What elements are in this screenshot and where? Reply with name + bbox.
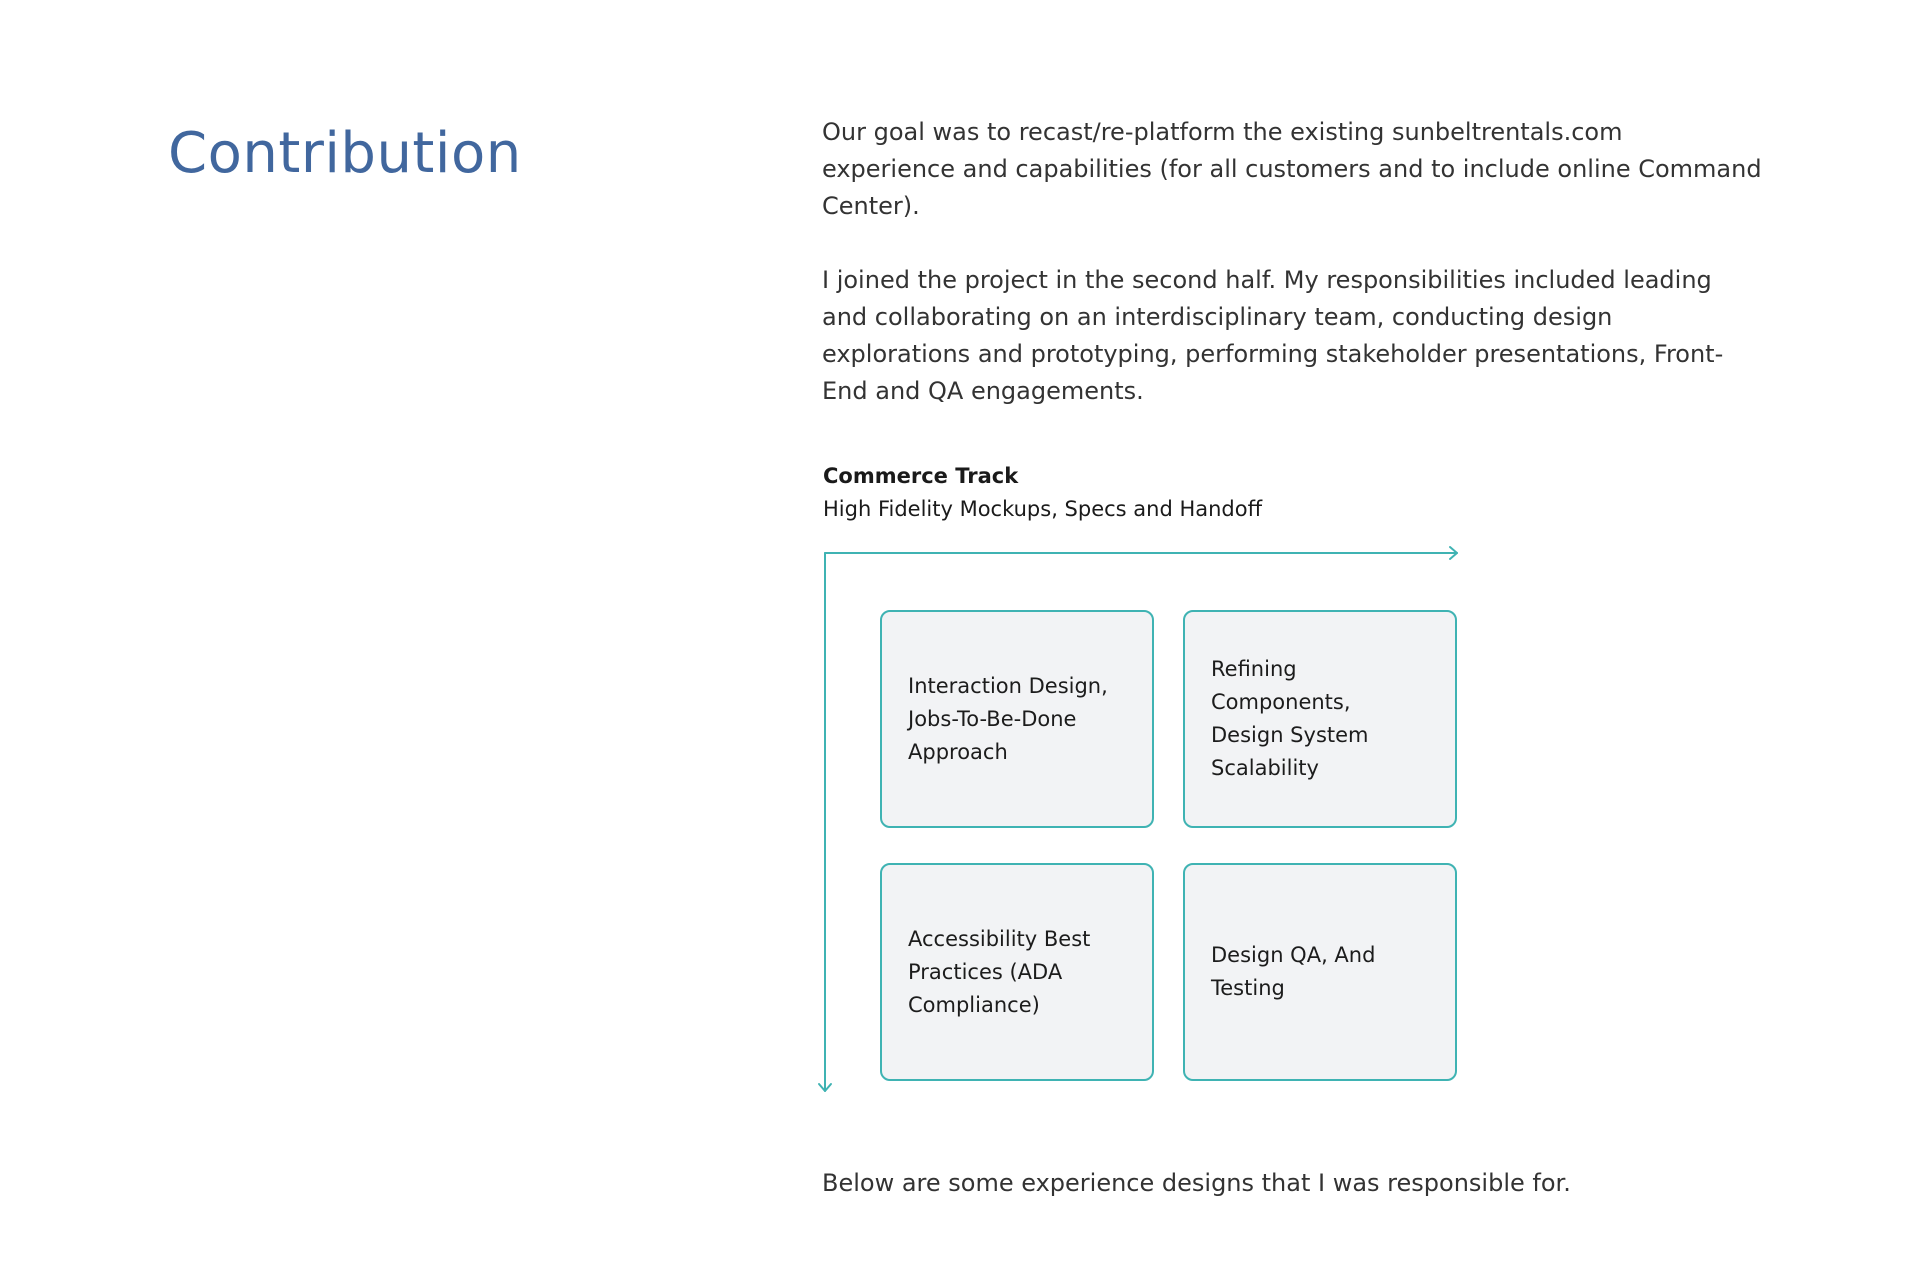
page-title: Contribution	[168, 121, 522, 186]
focus-card-accessibility	[880, 863, 1154, 1081]
focus-card-label: Accessibility Best Practices (ADA Compliance)	[908, 926, 1091, 1017]
focus-card-label: Refining Components, Design System Scalability	[1211, 657, 1369, 780]
track-header	[823, 460, 1262, 526]
focus-card-components	[1183, 610, 1457, 828]
track-subtitle: High Fidelity Mockups, Specs and Handoff	[823, 497, 1263, 521]
outro-text: Below are some experience designs that I was responsible for.	[822, 1169, 1571, 1197]
focus-card-interaction-design	[880, 610, 1154, 828]
intro-text	[822, 114, 1762, 447]
focus-card-label: Design QA, And Testing	[1211, 943, 1376, 1000]
focus-card-design-qa	[1183, 863, 1457, 1081]
focus-card-label: Interaction Design, Jobs-To-Be-Done Approach	[908, 673, 1108, 764]
intro-paragraph-goal: Our goal was to recast/re-platform the existing sunbeltrentals.com experience and capabilities (for all customers and to include online Command Center).	[822, 118, 1762, 220]
track-title: Commerce Track	[823, 464, 1019, 488]
intro-paragraph-role: I joined the project in the second half. My responsibilities included leading and collaborating on an interdisciplinary team, conducting design explorations and prototyping, performing stakeholder presentations, Front-End and QA engagements.	[822, 266, 1724, 405]
